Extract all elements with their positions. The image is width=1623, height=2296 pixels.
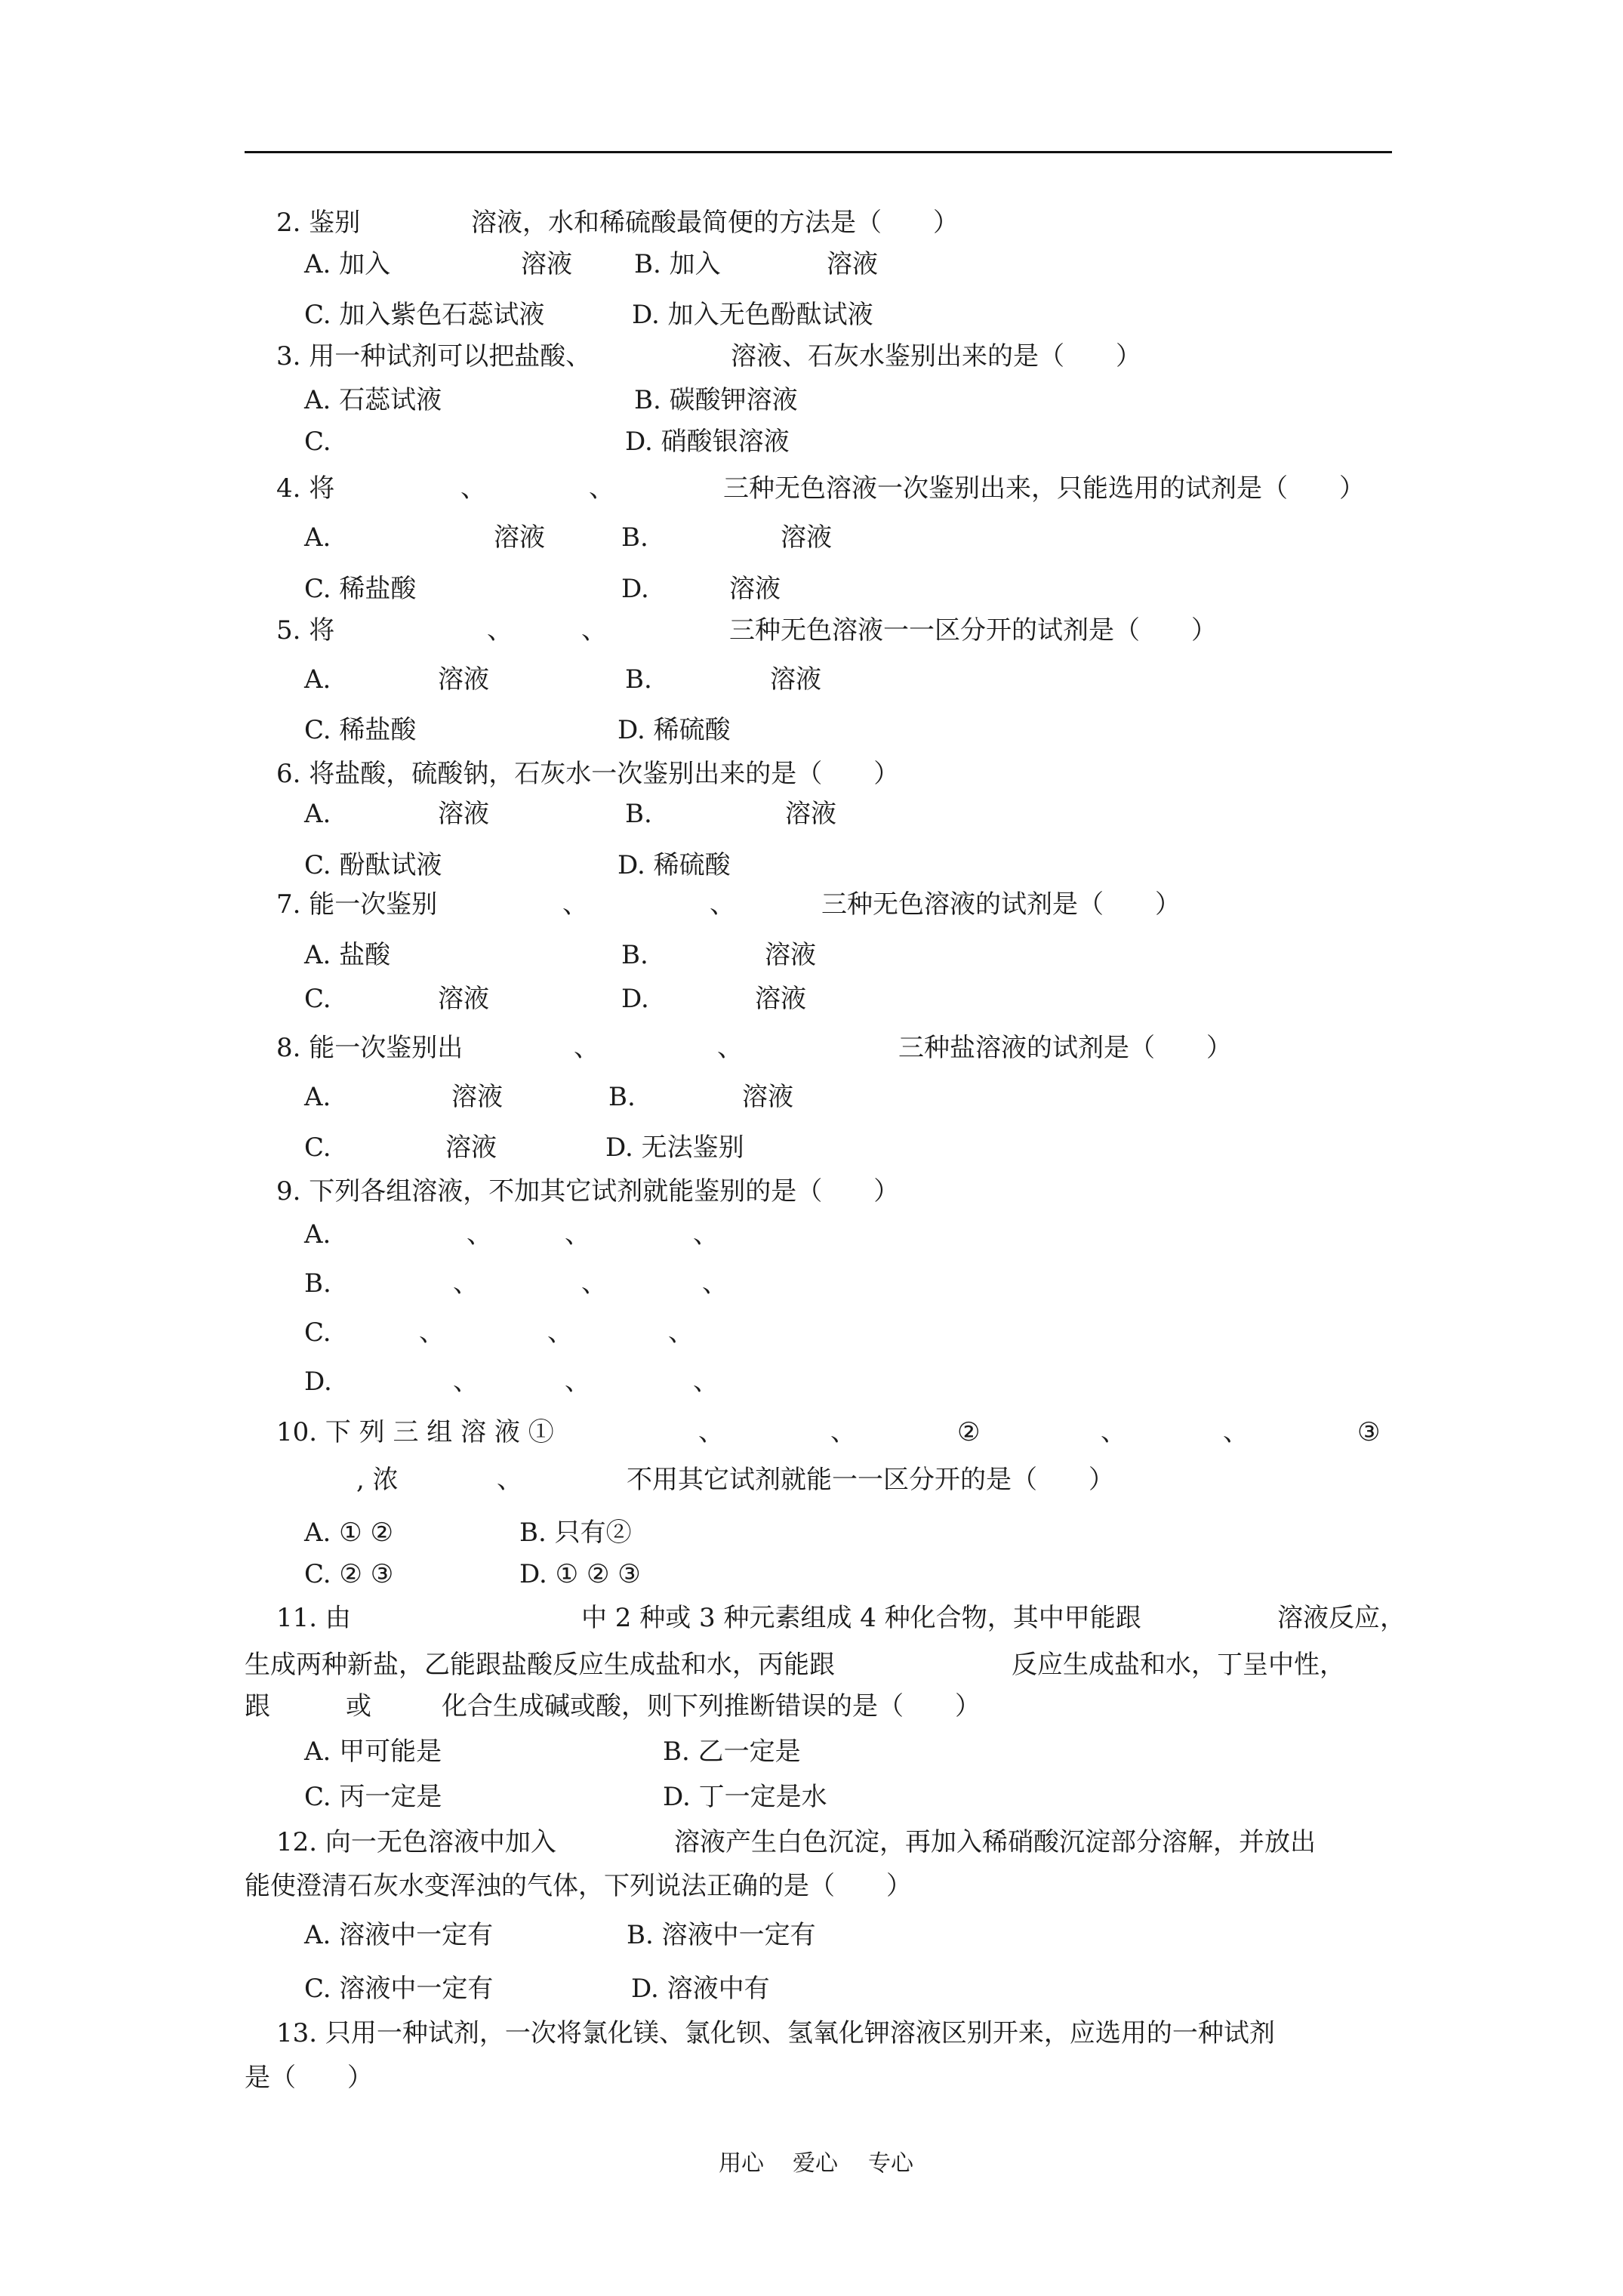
- q8-option-a: A.: [304, 1082, 331, 1112]
- q9-option-a: 、: [467, 1219, 492, 1250]
- q10-option-d: D. ① ② ③: [519, 1559, 641, 1589]
- q5-option-c: C. 稀盐酸: [304, 715, 417, 745]
- footer-text: 爱心: [793, 2150, 838, 2177]
- q10-line2-part: 、: [497, 1465, 522, 1495]
- q7-option-b: B.: [621, 940, 648, 970]
- q7-stem-part: 7. 能一次鉴别: [276, 889, 438, 920]
- q2-option-b: B. 加入: [634, 249, 721, 279]
- q2-option-a: 溶液: [521, 249, 572, 279]
- q11-line1-part: 中 2 种或 3 种元素组成 4 种化合物，其中甲能跟: [581, 1603, 1141, 1633]
- q8-stem-part: 三种盐溶液的试剂是（ ）: [898, 1033, 1232, 1063]
- q10-line2-part: , 浓: [356, 1465, 399, 1495]
- q6-option-a: A.: [304, 799, 331, 829]
- q8-stem-part: 、: [574, 1033, 599, 1063]
- q9-option-b: B.: [304, 1268, 331, 1299]
- q13-line1: 13. 只用一种试剂，一次将氯化镁、氯化钡、氢氧化钾溶液区别开来，应选用的一种试剂: [276, 2018, 1275, 2048]
- q9-option-d: D.: [304, 1367, 332, 1397]
- q12-line1-part: 12. 向一无色溶液中加入: [276, 1827, 556, 1857]
- q5-stem-part: 、: [487, 615, 513, 646]
- q11-line1-part: 11. 由: [276, 1603, 351, 1633]
- q11-line3-part: 化合生成碱或酸，则下列推断错误的是（ ）: [442, 1691, 981, 1721]
- q9-option-b: 、: [453, 1268, 479, 1299]
- q5-option-a: 溶液: [438, 664, 489, 695]
- header-rule: [245, 151, 1392, 153]
- q11-option-d: D. 丁一定是水: [663, 1782, 827, 1812]
- q5-option-a: A.: [304, 664, 331, 695]
- q9-option-c: C.: [304, 1318, 331, 1348]
- q4-option-b: 溶液: [781, 522, 832, 553]
- q3-option-b: B. 碳酸钾溶液: [634, 385, 798, 415]
- q9-option-a: A.: [304, 1219, 331, 1250]
- q3-option-c: C.: [304, 427, 331, 457]
- q6-stem: 6. 将盐酸，硫酸钠，石灰水一次鉴别出来的是（ ）: [276, 759, 900, 789]
- q4-stem-part: 、: [460, 473, 486, 504]
- q7-stem-part: 三种无色溶液的试剂是（ ）: [821, 889, 1181, 920]
- q2-option-d: D. 加入无色酚酞试液: [632, 300, 873, 330]
- q2-option-c: C. 加入紫色石蕊试液: [304, 300, 545, 330]
- q4-stem-part: 三种无色溶液一次鉴别出来，只能选用的试剂是（ ）: [723, 473, 1365, 504]
- q6-option-c: C. 酚酞试液: [304, 850, 442, 880]
- q5-option-b: 溶液: [770, 664, 821, 695]
- q12-option-d: D. 溶液中有: [631, 1974, 770, 2004]
- q5-stem-part: 5. 将: [276, 615, 335, 646]
- q13-line2: 是（ ）: [245, 2063, 373, 2093]
- q3-option-a: A. 石蕊试液: [304, 385, 442, 415]
- q12-line2: 能使澄清石灰水变浑浊的气体，下列说法正确的是（ ）: [245, 1871, 912, 1901]
- q9-option-d: 、: [453, 1367, 479, 1397]
- q10-line1-part: 、: [1223, 1417, 1249, 1447]
- q8-option-b: 溶液: [742, 1082, 793, 1112]
- q8-option-c: 溶液: [445, 1133, 497, 1163]
- q7-stem-part: 、: [710, 889, 735, 920]
- q12-option-a: A. 溶液中一定有: [304, 1920, 494, 1950]
- q10-line1-part: 、: [698, 1417, 724, 1447]
- q11-option-a: A. 甲可能是: [304, 1737, 442, 1767]
- q4-stem-part: 、: [589, 473, 614, 504]
- q4-option-a: 溶液: [494, 522, 545, 553]
- q7-option-d: D.: [621, 984, 649, 1014]
- q8-stem-part: 8. 能一次鉴别出: [276, 1033, 463, 1063]
- q10-line1-part: 10. 下 列 三 组 溶 液 ①: [276, 1417, 554, 1447]
- q4-option-b: B.: [621, 522, 648, 553]
- q8-option-a: 溶液: [451, 1082, 503, 1112]
- q6-option-d: D. 稀硫酸: [617, 850, 731, 880]
- q8-option-c: C.: [304, 1133, 331, 1163]
- q12-option-b: B. 溶液中一定有: [627, 1920, 816, 1950]
- q2-stem-part: 溶液，水和稀硫酸最简便的方法是（ ）: [471, 208, 959, 238]
- q4-stem-part: 4. 将: [276, 473, 335, 504]
- q10-line2-part: 不用其它试剂就能一一区分开的是（ ）: [627, 1465, 1114, 1495]
- q10-line1-part: 、: [1101, 1417, 1126, 1447]
- q12-line1-part: 溶液产生白色沉淀，再加入稀硝酸沉淀部分溶解，并放出: [674, 1827, 1316, 1857]
- q9-option-a: 、: [693, 1219, 719, 1250]
- q9-stem: 9. 下列各组溶液，不加其它试剂就能鉴别的是（ ）: [276, 1176, 900, 1207]
- footer-text: 用心: [719, 2150, 764, 2177]
- q7-option-d: 溶液: [755, 984, 806, 1014]
- q12-option-c: C. 溶液中一定有: [304, 1974, 494, 2004]
- q5-option-d: D. 稀硫酸: [617, 715, 731, 745]
- q8-option-d: D. 无法鉴别: [605, 1133, 744, 1163]
- q9-option-c: 、: [419, 1318, 445, 1348]
- q9-option-d: 、: [693, 1367, 719, 1397]
- q2-stem-part: 2. 鉴别: [276, 208, 361, 238]
- q11-line2-part: 反应生成盐和水，丁呈中性，: [1012, 1650, 1345, 1680]
- q10-line1-part: ③: [1357, 1417, 1381, 1447]
- q9-option-d: 、: [565, 1367, 590, 1397]
- q8-option-b: B.: [608, 1082, 636, 1112]
- q11-line1-part: 溶液反应，: [1277, 1603, 1406, 1633]
- q5-stem-part: 、: [581, 615, 607, 646]
- q9-option-b: 、: [702, 1268, 728, 1299]
- q6-option-a: 溶液: [438, 799, 489, 829]
- q4-option-c: C. 稀盐酸: [304, 574, 417, 604]
- q9-option-c: 、: [547, 1318, 573, 1348]
- q4-option-d: D.: [621, 574, 649, 604]
- q11-option-c: C. 丙一定是: [304, 1782, 442, 1812]
- q5-option-b: B.: [625, 664, 652, 695]
- q10-option-c: C. ② ③: [304, 1559, 394, 1589]
- q7-option-c: C.: [304, 984, 331, 1014]
- q9-option-a: 、: [565, 1219, 590, 1250]
- q11-line3-part: 或: [346, 1691, 371, 1721]
- q3-stem-part: 溶液、石灰水鉴别出来的是（ ）: [731, 341, 1141, 371]
- q6-option-b: 溶液: [785, 799, 836, 829]
- q5-stem-part: 三种无色溶液一一区分开的试剂是（ ）: [729, 615, 1217, 646]
- q2-option-b: 溶液: [827, 249, 878, 279]
- q7-stem-part: 、: [562, 889, 588, 920]
- q6-option-b: B.: [625, 799, 652, 829]
- q4-option-a: A.: [304, 522, 331, 553]
- q10-option-b: B. 只有②: [519, 1518, 632, 1548]
- q4-option-d: 溶液: [729, 574, 781, 604]
- q3-option-d: D. 硝酸银溶液: [625, 427, 790, 457]
- q11-line2-part: 生成两种新盐，乙能跟盐酸反应生成盐和水，丙能跟: [245, 1650, 835, 1680]
- q9-option-b: 、: [581, 1268, 607, 1299]
- q8-stem-part: 、: [717, 1033, 743, 1063]
- q3-stem-part: 3. 用一种试剂可以把盐酸、: [276, 341, 592, 371]
- footer-text: 专心: [868, 2150, 913, 2177]
- q9-option-c: 、: [668, 1318, 694, 1348]
- q11-line3-part: 跟: [245, 1691, 270, 1721]
- q10-line1-part: 、: [830, 1417, 856, 1447]
- q11-option-b: B. 乙一定是: [663, 1737, 801, 1767]
- q10-option-a: A. ① ②: [304, 1518, 393, 1548]
- q7-option-a: A. 盐酸: [304, 940, 391, 970]
- q10-line1-part: ②: [957, 1417, 981, 1447]
- q7-option-b: 溶液: [765, 940, 816, 970]
- q7-option-c: 溶液: [438, 984, 489, 1014]
- q2-option-a: A. 加入: [304, 249, 391, 279]
